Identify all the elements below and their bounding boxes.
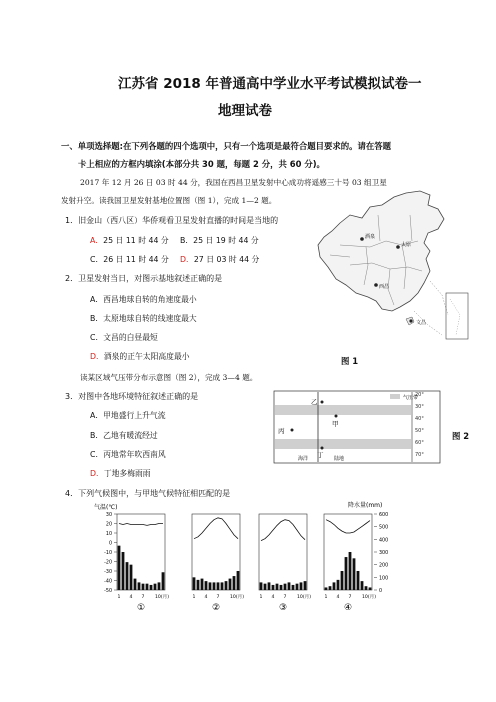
wenchang-dot bbox=[409, 319, 412, 322]
month-tick-label: 4 bbox=[204, 595, 208, 600]
precip-bar bbox=[268, 582, 271, 590]
lat-20: 20° bbox=[415, 392, 424, 398]
temp-axis-label: 气温(℃) bbox=[94, 504, 118, 511]
point-bing-dot bbox=[291, 429, 294, 432]
month-tick-label: 7 bbox=[348, 595, 352, 600]
option-letter: A． bbox=[90, 236, 104, 245]
temp-tick-label: -20 bbox=[104, 560, 112, 566]
taiyuan-dot bbox=[396, 245, 400, 249]
option-letter: A． bbox=[90, 411, 104, 420]
climate-charts bbox=[92, 500, 412, 620]
precip-bar bbox=[221, 582, 224, 590]
precip-bar bbox=[142, 584, 145, 590]
precip-bar bbox=[146, 584, 149, 590]
point-yi: 乙 bbox=[311, 398, 318, 406]
option-letter: B． bbox=[180, 236, 194, 245]
precip-tick-label: 200 bbox=[379, 563, 389, 569]
precip-bar bbox=[122, 552, 125, 590]
q2-option-b[interactable] bbox=[90, 313, 197, 324]
q3-option-d[interactable] bbox=[90, 468, 151, 479]
xichang-dot bbox=[374, 283, 378, 287]
precip-bar bbox=[369, 587, 372, 590]
precip-bar bbox=[197, 580, 200, 590]
precip-bar bbox=[349, 552, 352, 590]
precip-bar bbox=[205, 581, 208, 590]
option-letter: D． bbox=[90, 469, 104, 478]
temp-tick-label: -40 bbox=[104, 579, 112, 585]
china-outline bbox=[318, 191, 444, 311]
point-jia: 甲 bbox=[332, 420, 339, 428]
section-heading-line1: 一、单项选择题:在下列各题的四个选项中，只有一个选项是最符合题目要求的。请在答题 bbox=[61, 141, 391, 151]
precip-bar bbox=[134, 579, 137, 590]
month-tick-label: 1 bbox=[117, 595, 121, 600]
point-ding-dot bbox=[321, 447, 324, 450]
taiyuan-label: 太原 bbox=[401, 242, 412, 248]
lat-70: 70° bbox=[415, 452, 424, 458]
precip-bar bbox=[365, 586, 368, 590]
precip-bar bbox=[162, 572, 165, 590]
option-text: 太原地球自转的线速度最大 bbox=[103, 314, 197, 323]
point-bing: 丙 bbox=[278, 427, 285, 435]
temp-tick-label: -50 bbox=[104, 589, 112, 594]
precip-tick-label: 600 bbox=[379, 513, 389, 518]
temp-tick-label: 20 bbox=[105, 522, 112, 528]
option-text: 25 日 11 时 44 分 bbox=[103, 236, 169, 245]
temp-tick-label: 30 bbox=[105, 513, 112, 518]
lat-30: 30° bbox=[415, 404, 424, 410]
jiuquan-label: 酒泉 bbox=[365, 234, 376, 240]
legend-swatch bbox=[390, 394, 400, 399]
question-3-stem: 3．对图中各地环境特征叙述正确的是 bbox=[65, 392, 199, 401]
precip-bar bbox=[229, 579, 232, 590]
month-tick-label: 10(月) bbox=[230, 595, 245, 600]
precip-bar bbox=[126, 562, 129, 590]
option-letter: D． bbox=[180, 255, 194, 264]
month-tick-label: 7 bbox=[283, 595, 287, 600]
south-sea-inset bbox=[446, 293, 468, 339]
exam-title: 江苏省 2018 年普通高中学业水平考试模拟试卷一 bbox=[118, 76, 422, 92]
option-text: 西昌地球自转的角速度最小 bbox=[103, 295, 197, 304]
climate-chart-frame bbox=[324, 514, 372, 590]
inset-islands bbox=[450, 299, 460, 335]
chart-layer bbox=[104, 512, 388, 613]
precip-axis-label: 降水量(mm) bbox=[348, 502, 383, 509]
precip-bar bbox=[209, 582, 212, 590]
option-letter: B． bbox=[90, 431, 104, 440]
precip-bar bbox=[118, 546, 121, 590]
precip-bar bbox=[276, 584, 279, 590]
temp-tick-label: -30 bbox=[104, 570, 112, 575]
precip-bar bbox=[288, 582, 291, 590]
precip-bar bbox=[272, 585, 275, 590]
month-tick-label: 4 bbox=[336, 595, 340, 600]
precip-bar bbox=[280, 585, 283, 590]
point-yi-dot bbox=[321, 401, 324, 404]
month-tick-label: 10(月) bbox=[155, 595, 170, 600]
land-label: 陆地 bbox=[334, 456, 345, 462]
month-tick-label: 10(月) bbox=[297, 595, 312, 600]
option-text: 25 日 19 时 44 分 bbox=[193, 236, 259, 245]
precip-bar bbox=[292, 585, 295, 590]
precip-tick-label: 100 bbox=[379, 576, 389, 582]
option-text: 乙地有暖流经过 bbox=[103, 431, 158, 440]
intro-line2: 发射升空。读我国卫星发射基地位置图（图 1），完成 1—2 题。 bbox=[61, 196, 277, 205]
option-text: 27 日 03 时 44 分 bbox=[193, 255, 260, 264]
question-2-stem: 2．卫星发射当日，对图示基地叙述正确的是 bbox=[65, 274, 223, 283]
precip-bar bbox=[154, 584, 157, 590]
month-tick-label: 10(月) bbox=[362, 595, 377, 600]
option-text: 26 日 11 时 44 分 bbox=[103, 255, 169, 264]
temp-tick-label: 10 bbox=[105, 532, 112, 537]
figure-1-caption: 图 1 bbox=[341, 356, 359, 366]
month-tick-label: 1 bbox=[324, 595, 328, 600]
ocean-label: 海洋 bbox=[298, 456, 309, 462]
legend-label: 气压带 bbox=[403, 395, 419, 401]
precip-bar bbox=[345, 557, 348, 590]
precip-bar bbox=[300, 582, 303, 590]
option-text: 丙地常年吹西南风 bbox=[103, 450, 166, 459]
precip-bar bbox=[237, 571, 240, 590]
precip-bar bbox=[357, 571, 360, 590]
precip-bar bbox=[337, 580, 340, 590]
question-4-stem: 4．下列气候图中，与甲地气候特征相匹配的是 bbox=[65, 489, 231, 498]
option-text: 丁地多梅雨雨 bbox=[103, 469, 151, 478]
chart-number: ③ bbox=[278, 603, 288, 613]
precip-bar bbox=[225, 581, 228, 590]
option-text: 甲地盛行上升气流 bbox=[103, 411, 166, 420]
q1-option-c[interactable] bbox=[90, 254, 169, 265]
china-map bbox=[310, 185, 470, 345]
precip-bar bbox=[341, 571, 344, 590]
temp-tick-label: -10 bbox=[104, 551, 112, 556]
chart-number: ④ bbox=[343, 603, 353, 613]
q2-option-d[interactable] bbox=[90, 351, 190, 362]
month-tick-label: 7 bbox=[216, 595, 220, 600]
precip-bar bbox=[296, 584, 299, 590]
precip-bar bbox=[130, 565, 133, 590]
lat-50: 50° bbox=[415, 428, 424, 434]
option-letter: C． bbox=[90, 333, 104, 342]
precip-tick-label: 0 bbox=[379, 589, 383, 594]
question-1-stem: 1．旧金山（西八区）华侨观看卫星发射直播的时间是当地的 bbox=[65, 216, 279, 225]
month-tick-label: 4 bbox=[129, 595, 133, 600]
precip-bar bbox=[353, 558, 356, 590]
q2-option-a[interactable] bbox=[90, 294, 197, 305]
exam-subtitle: 地理试卷 bbox=[218, 103, 272, 119]
section-heading-line2: 卡上相应的方框内填涂(本部分共 30 题，每题 2 分，共 60 分)。 bbox=[78, 159, 325, 169]
chart-number: ② bbox=[211, 603, 221, 613]
pressure-belt-diagram bbox=[272, 389, 442, 465]
month-tick-label: 1 bbox=[259, 595, 263, 600]
wenchang-label: 文昌 bbox=[416, 320, 427, 326]
precip-tick-label: 300 bbox=[379, 551, 389, 556]
lat-40: 40° bbox=[415, 416, 424, 422]
month-tick-label: 4 bbox=[271, 595, 275, 600]
pressure-belt-upper bbox=[275, 405, 411, 415]
month-tick-label: 7 bbox=[141, 595, 145, 600]
precip-bar bbox=[158, 582, 161, 590]
chart-number: ① bbox=[136, 603, 146, 613]
q3-option-b[interactable] bbox=[90, 430, 158, 441]
intro-2: 读某区域气压带分布示意图（图 2），完成 3—4 题。 bbox=[80, 373, 258, 382]
q1-option-b[interactable] bbox=[180, 235, 259, 246]
option-text: 文昌的白昼最短 bbox=[103, 333, 158, 342]
precip-bar bbox=[150, 585, 153, 590]
precip-bar bbox=[325, 587, 328, 590]
option-letter: B． bbox=[90, 314, 104, 323]
precip-tick-label: 500 bbox=[379, 525, 389, 531]
precip-bar bbox=[213, 582, 216, 590]
option-letter: C． bbox=[90, 255, 104, 264]
figure-2-caption: 图 2 bbox=[452, 431, 470, 441]
precip-bar bbox=[361, 581, 364, 590]
q3-option-c[interactable] bbox=[90, 449, 166, 460]
xichang-label: 西昌 bbox=[379, 284, 390, 290]
precip-bar bbox=[264, 584, 267, 590]
option-letter: C． bbox=[90, 450, 104, 459]
climate-chart-frame bbox=[259, 514, 307, 590]
q2-option-c[interactable] bbox=[90, 332, 158, 343]
jiuquan-dot bbox=[360, 237, 364, 241]
option-letter: D． bbox=[90, 352, 104, 361]
precip-tick-label: 400 bbox=[379, 538, 389, 544]
point-ding: 丁 bbox=[317, 451, 324, 459]
precip-bar bbox=[193, 577, 196, 590]
q1-option-a[interactable] bbox=[90, 235, 169, 246]
precip-bar bbox=[260, 582, 263, 590]
precip-bar bbox=[217, 582, 220, 590]
precip-bar bbox=[284, 584, 287, 590]
precip-bar bbox=[201, 579, 204, 590]
precip-bar bbox=[304, 581, 307, 590]
precip-bar bbox=[138, 582, 141, 590]
q1-option-d[interactable] bbox=[180, 254, 259, 265]
pressure-belt-lower bbox=[275, 439, 411, 449]
point-jia-dot bbox=[335, 415, 338, 418]
precip-bar bbox=[329, 586, 332, 590]
option-letter: A． bbox=[90, 295, 104, 304]
month-tick-label: 1 bbox=[192, 595, 196, 600]
temp-tick-label: 0 bbox=[108, 541, 112, 547]
option-text: 酒泉的正午太阳高度最小 bbox=[103, 352, 190, 361]
lat-60: 60° bbox=[415, 440, 424, 446]
q3-option-a[interactable] bbox=[90, 410, 166, 421]
intro-line1: 2017 年 12 月 26 日 03 时 44 分，我国在西昌卫星发射中心成功将遥感三十号 03 组卫星 bbox=[80, 178, 387, 187]
precip-bar bbox=[333, 582, 336, 590]
precip-bar bbox=[233, 576, 236, 590]
